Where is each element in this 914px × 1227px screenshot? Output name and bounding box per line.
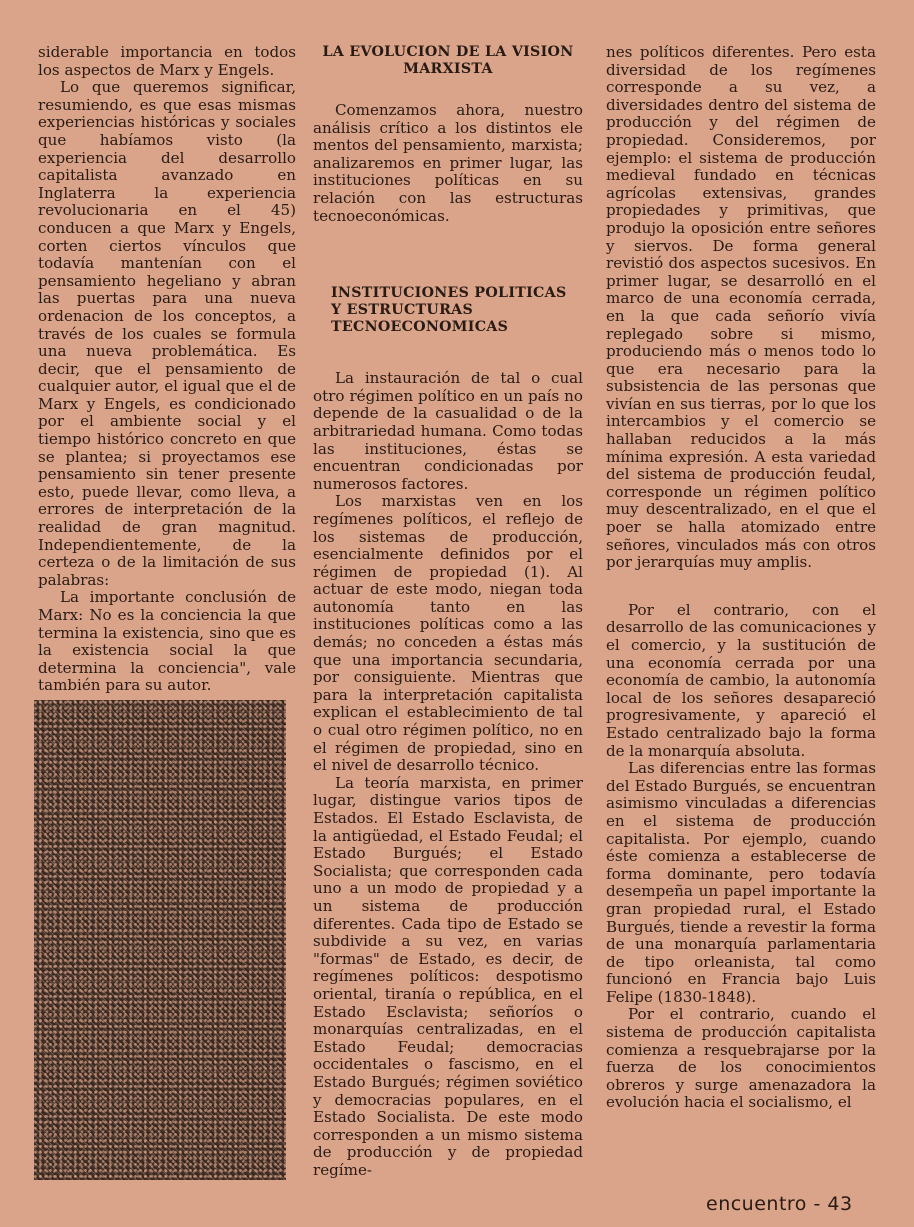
subsection-heading-line: INSTITUCIONES POLITICAS bbox=[331, 285, 567, 302]
subsection-heading bbox=[313, 285, 583, 336]
paragraph: Las diferencias entre las formas del Estado Burgués, se encuentran asimismo vinculadas a diferencias en el sistema de producción capitalista. Por ejemplo, cuando éste comienza a establecerse de forma dominante, pero todavía desempeña un papel importante la gran propiedad rural, el Estado Burgués, tiende a revestir la forma de una monarquía parlamentaria de tipo orleanista, tal como funcionó en Francia bajo Luis Felipe (1830-1848). bbox=[606, 759, 876, 1006]
paragraph: La importante conclusión de Marx: No es la conciencia la que termina la existencia, sino que es la existencia social la que determina la conciencia", vale también para su autor. bbox=[38, 588, 296, 695]
subsection-heading-line: TECNOECONOMICAS bbox=[331, 319, 509, 336]
column-3 bbox=[606, 44, 876, 1112]
paragraph: siderable importancia en todos los aspectos de Marx y Engels. bbox=[38, 43, 296, 79]
paragraph: Por el contrario, con el desarrollo de las comunicaciones y el comercio, y la sustitución de una economía cerrada por una economía de cambio, la autonomía local de los señores desapareció progresivamente, y apareció el Estado centralizado bajo la forma de la monarquía absoluta. bbox=[606, 600, 876, 760]
paragraph: La instauración de tal o cual otro régimen político en un país no depende de la casualidad o de la arbitrariedad humana. Como todas las instituciones, éstas se encuentran condicionadas por numerosos factores. bbox=[313, 369, 583, 493]
paragraph: nes políticos diferentes. Pero esta diversidad de los regímenes corresponde a su vez, a diversidades dentro del sistema de producción y del régimen de propiedad. Consideremos, por ejemplo: el sistema de producción medieval fundado en técnicas agrícolas extensivas, grandes propiedades y primitivas, que produjo la oposición entre señores y siervos. De forma general revistió dos aspectos sucesivos. En primer lugar, se desarrolló en el marco de una economía cerrada, en la que cada señorío vivía replegado sobre si mismo, produciendo más o menos todo lo que era necesario para la subsistencia de las personas que vivían en sus tierras, por lo que los intercambios y el comercio se hallaban reducidos a la más mínima expresión. A esta variedad del sistema de producción feudal, corresponde un régimen político muy descentralizado, en el que el poer se halla atomizado entre señores, vinculados más con otros por jerarquías muy amplis. bbox=[606, 43, 876, 572]
section-heading: LA EVOLUCION DE LA VISION MARXISTA bbox=[322, 44, 574, 77]
paragraph: Lo que queremos significar, resumiendo, es que esas mismas experiencias históricas y sociales que habíamos visto (la experiencia del desarrollo capitalista avanzado en Inglaterra la experiencia revolucionaria en el 45) conducen a que Marx y Engels, corten ciertos vínculos que todavía mantenían con el pensamiento hegeliano y abran las puertas para una nueva ordenacion de los conceptos, a través de los cuales se formula una nueva problemática. Es decir, que el pensamiento de cualquier autor, el igual que el de Marx y Engels, es condicionado por el ambiente social y el tiempo histórico concreto en que se plantea; si proyectamos ese pensamiento sin tener presente esto, puede llevar, como lleva, a errores de interpretación de la realidad de gran magnitud. Independientemente, de la certeza o de la limitación de sus palabras: bbox=[38, 78, 296, 589]
paragraph: Por el contrario, cuando el sistema de producción capitalista comienza a resquebrajarse por la fuerza de los conocimientos obreros y surge amenazadora la evolución hacia el socialismo, el bbox=[606, 1005, 876, 1112]
subsection-heading-line: Y ESTRUCTURAS bbox=[331, 302, 474, 319]
column-2 bbox=[313, 44, 583, 1179]
paragraph: Comenzamos ahora, nuestro análisis crítico a los distintos ele mentos del pensamiento, marxista; analizaremos en primer lugar, las instituciones políticas en su relación con las estructuras tecnoeconómicas. bbox=[313, 101, 583, 225]
page-footer: encuentro - 43 bbox=[706, 1193, 853, 1215]
paragraph: La teoría marxista, en primer lugar, distingue varios tipos de Estados. El Estado Esclavista, de la antigüedad, el Estado Feudal; el Estado Burgués; el Estado Socialista; que corresponden cada uno a un modo de propiedad y a un sistema de producción diferentes. Cada tipo de Estado se subdivide a su vez, en varias "formas" de Estado, es decir, de regímenes políticos: despotismo oriental, tiranía o república, en el Estado Esclavista; señoríos o monarquías centralizadas, en el Estado Feudal; democracias occidentales o fascismo, en el Estado Burgués; régimen soviético y democracias populares, en el Estado Socialista. De este modo corresponden a un mismo sistema de producción y de propiedad regíme- bbox=[313, 773, 583, 1179]
paragraph: Los marxistas ven en los regímenes políticos, el reflejo de los sistemas de producción, esencialmente definidos por el régimen de propiedad (1). Al actuar de este modo, niegan toda autonomía tanto en las instituciones políticas como a las demás; no conceden a éstas más que una importancia secundaria, por consiguiente. Mientras que para la interpretación capitalista explican el establecimiento de tal o cual otro régimen político, no en el régimen de propiedad, sino en el nivel de desarrollo técnico. bbox=[313, 492, 583, 775]
halftone-illustration bbox=[34, 700, 286, 1180]
column-1 bbox=[38, 44, 296, 695]
